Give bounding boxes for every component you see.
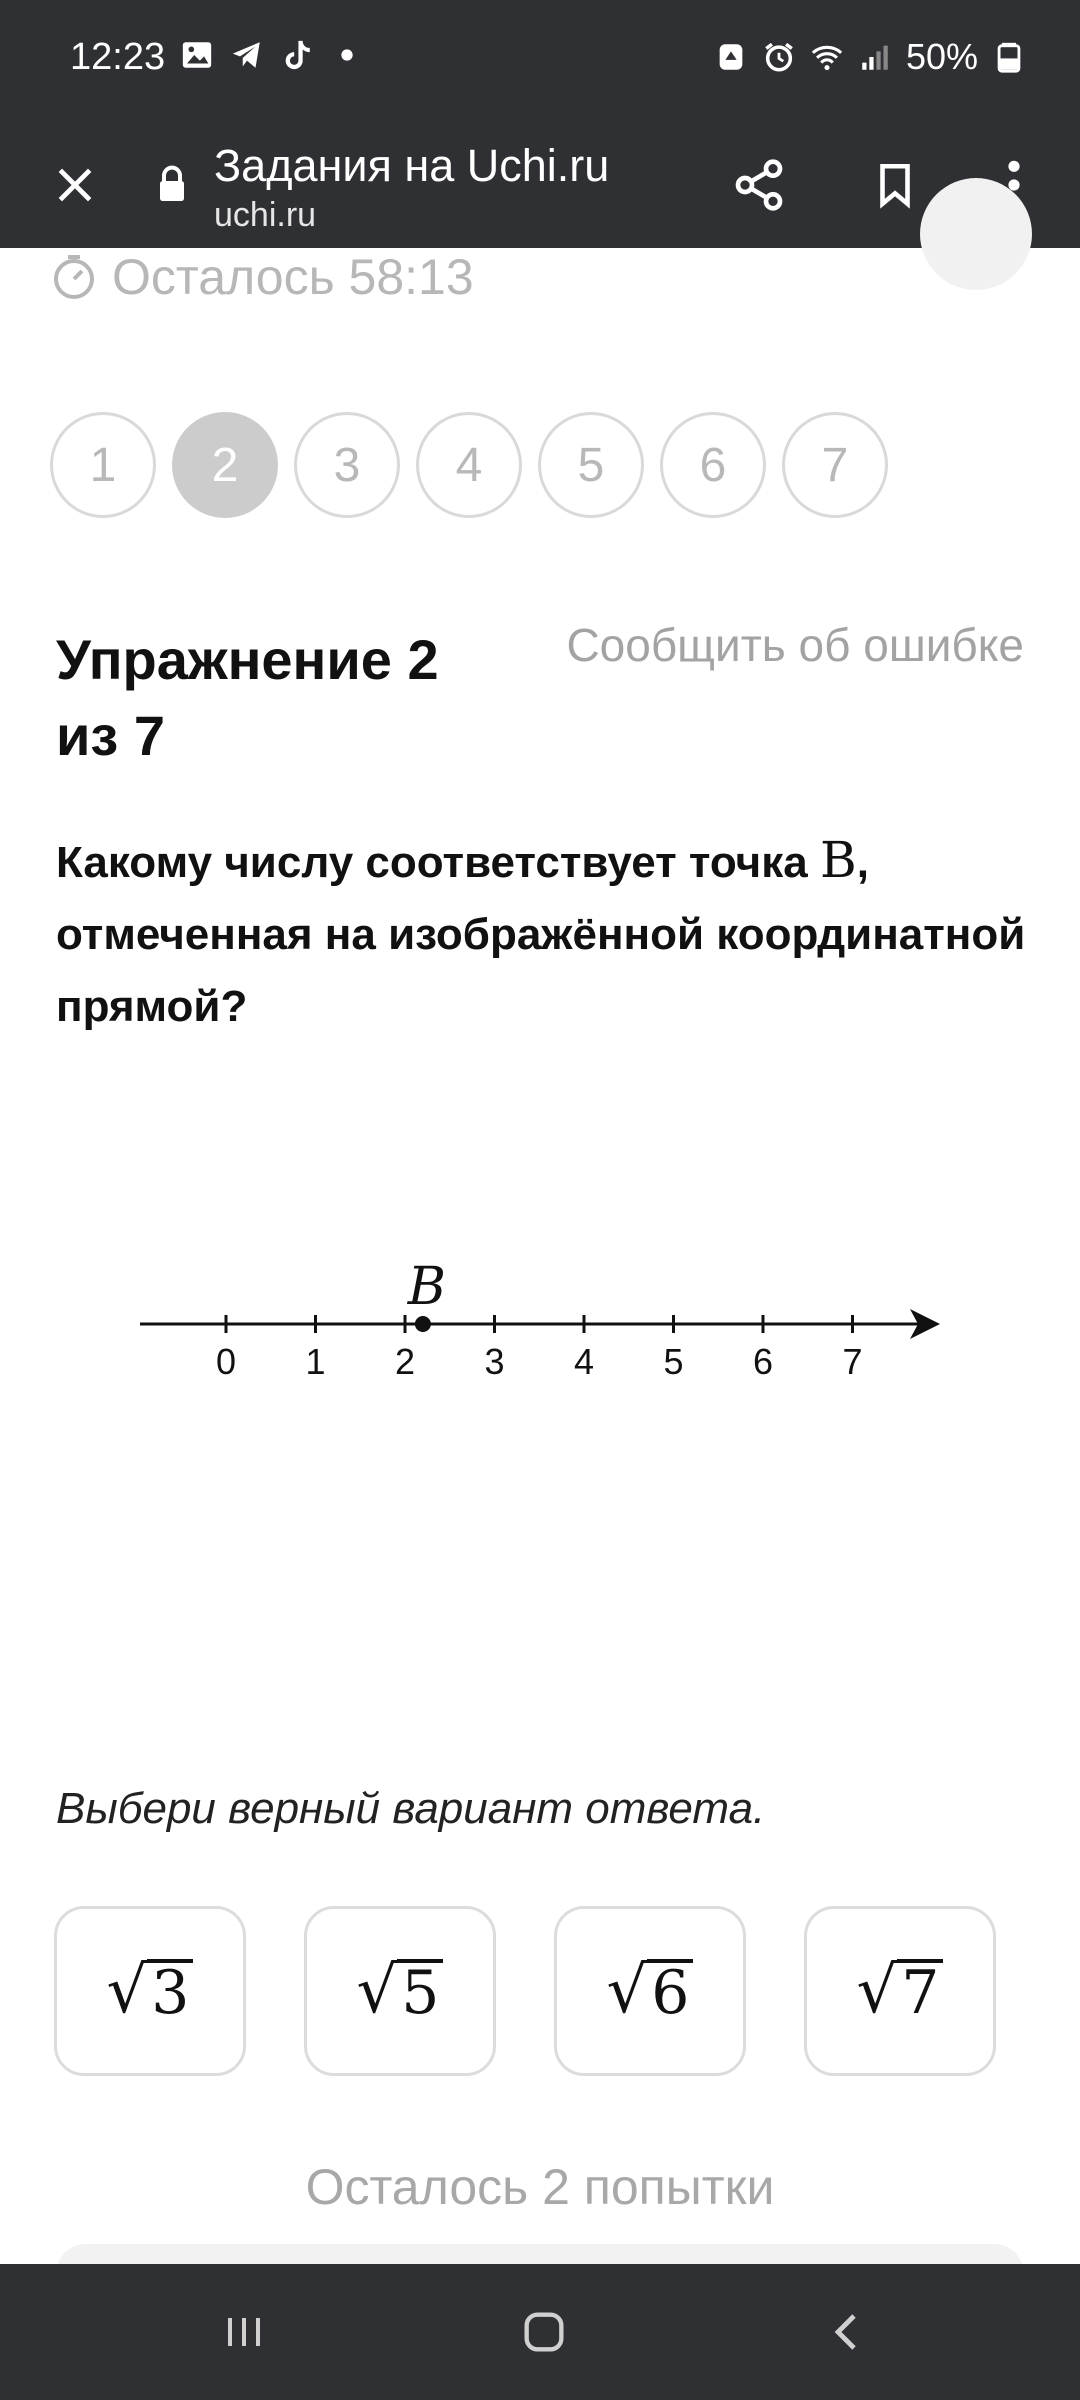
number-line-point [415,1316,431,1332]
number-line [130,1198,950,1398]
instruction-text: Выбери верный вариант ответа. [56,1784,766,1833]
page-dot-1[interactable]: 1 [50,412,156,518]
question-lead: Какому числу соответствует точка [56,838,808,887]
lock-icon[interactable] [154,144,190,226]
question-rest: , отмеченная на изображённой координатной прямой? [56,838,1026,1031]
timer-text: Осталось 58:13 [112,249,474,305]
answer-value: 7 [897,1959,943,2023]
home-button[interactable] [484,2292,604,2372]
question-point: B [819,831,857,889]
radical-sign: √ [606,1954,648,2028]
question-text [56,824,1036,1043]
number-line-tick-label: 1 [305,1341,326,1382]
wifi-icon [810,40,844,74]
page-content [0,248,1080,2264]
page-dot-7[interactable]: 7 [782,412,888,518]
dot-icon [330,38,364,72]
system-nav-bar [0,2264,1080,2400]
number-line-tick-label: 7 [842,1341,863,1382]
page-dot-4[interactable]: 4 [416,412,522,518]
status-notification-icons [180,38,364,72]
image-icon [180,38,214,72]
back-button[interactable] [788,2292,908,2372]
status-bar [0,0,1080,124]
answer-math [106,1954,194,2028]
status-time: 12:23 [70,36,166,78]
number-line-tick-label: 2 [394,1341,416,1382]
exercise-title: Упражнение 2 из 7 [56,628,439,767]
answer-math [606,1954,694,2028]
stopwatch-icon [50,253,98,301]
page-url[interactable]: uchi.ru [214,196,317,234]
battery-icon [992,40,1026,74]
page-dot-5[interactable]: 5 [538,412,644,518]
close-tab-button[interactable] [40,150,110,220]
answer-value: 5 [397,1959,443,2023]
number-line-point-label: B [407,1257,447,1317]
answer-option-4[interactable] [804,1906,996,2076]
close-quiz-button[interactable] [920,178,1032,290]
answer-option-2[interactable] [304,1906,496,2076]
status-right [714,36,1026,78]
recycle-icon [714,40,748,74]
bookmark-button[interactable] [860,148,930,222]
radical-sign: √ [356,1954,398,2028]
exercise-pager [50,412,888,518]
answer-math [356,1954,444,2028]
signal-icon [858,40,892,74]
browser-toolbar [0,124,1080,248]
battery-percent: 50% [905,36,978,77]
answer-value: 6 [647,1959,693,2023]
number-line-tick-label: 3 [484,1341,505,1382]
close-icon [53,163,97,207]
telegram-icon [230,38,264,72]
radical-sign: √ [856,1954,898,2028]
page-dot-3[interactable]: 3 [294,412,400,518]
number-line-tick-label: 0 [215,1341,237,1382]
answer-value: 3 [147,1959,193,2023]
page-dot-6[interactable]: 6 [660,412,766,518]
answer-math [856,1954,944,2028]
bookmark-icon [870,157,920,213]
timer [50,248,474,306]
radical-sign: √ [106,1954,148,2028]
page-dot-2[interactable]: 2 [172,412,278,518]
recents-button[interactable] [184,2292,304,2372]
answer-option-1[interactable] [54,1906,246,2076]
number-line-tick-label: 5 [663,1341,684,1382]
report-error-link[interactable]: Сообщить об ошибке [566,619,1024,671]
number-line-tick-label: 6 [752,1341,774,1382]
home-icon [518,2306,570,2358]
share-button[interactable] [724,148,794,222]
attempts-left: Осталось 2 попытки [305,2159,775,2215]
answer-option-3[interactable] [554,1906,746,2076]
alarm-icon [762,40,796,74]
number-line-tick-label: 4 [573,1341,595,1382]
recents-icon [220,2308,268,2356]
back-icon [824,2308,872,2356]
tiktok-icon [280,38,314,72]
page-title[interactable]: Задания на Uchi.ru [214,140,610,191]
answer-options [54,1906,996,2076]
share-icon [731,157,787,213]
